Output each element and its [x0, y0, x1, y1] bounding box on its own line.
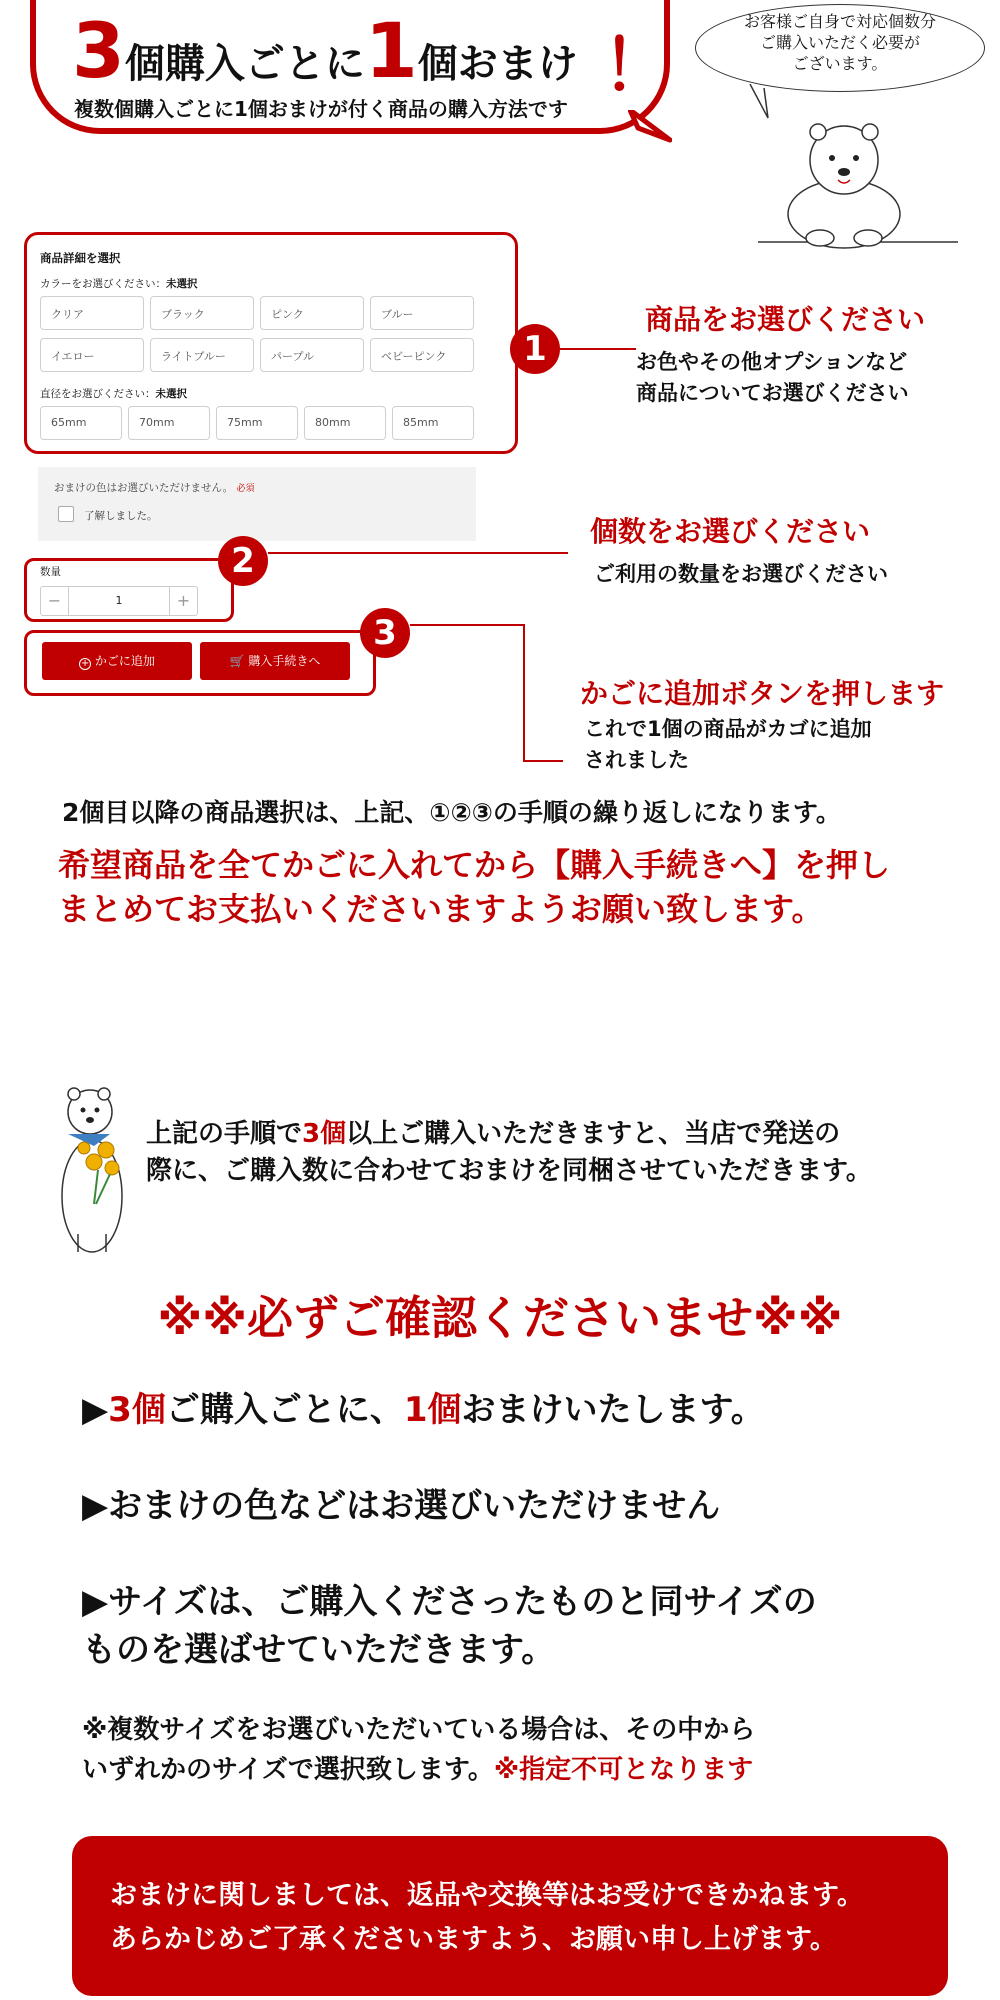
agree-checkbox-label[interactable]: 了解しました。 — [84, 510, 158, 522]
quantity-input[interactable]: 1 — [115, 594, 123, 607]
step-2-connector — [268, 552, 568, 554]
multi-size-note-part-a: いずれかのサイズで選択致します。 — [82, 1755, 494, 1785]
step-1-line-1: お色やその他オプションなど — [636, 350, 908, 374]
add-to-cart-button[interactable] — [42, 642, 192, 680]
bonus-notice-box — [38, 467, 476, 541]
thought-line-2: ご購入いただく必要が — [759, 33, 920, 52]
step-2-title: 個数をお選びください — [590, 515, 871, 548]
polar-bear-icon — [758, 118, 958, 252]
confirm-bullet-2: ▶おまけの色などはお選びいただけません — [82, 1486, 721, 1526]
bullet-1-red-2: 1個 — [403, 1390, 462, 1430]
bubble-tail — [628, 110, 672, 144]
color-option-blue[interactable]: ブルー — [370, 296, 474, 330]
title-number-1: 1 — [364, 6, 418, 95]
step-1-line-2: 商品についてお選びください — [636, 381, 909, 405]
color-label — [40, 276, 198, 291]
color-option-clear[interactable]: クリア — [40, 296, 144, 330]
multi-size-note-red: ※指定不可となります — [493, 1755, 754, 1785]
multi-size-note-line-2 — [82, 1750, 755, 1790]
bonus-notice-text — [54, 480, 255, 495]
bonus-desc-red: 3個 — [302, 1119, 347, 1149]
bullet-3-line-1: ▶サイズは、ご購入くださったものと同サイズの — [82, 1582, 817, 1622]
product-panel-title: 商品詳細を選択 — [40, 251, 121, 265]
multi-size-note — [82, 1710, 755, 1790]
payment-notice-line-2: まとめてお支払いくださいますようお願い致します。 — [58, 890, 824, 928]
title-text-2: 個おまけ — [417, 41, 578, 87]
payment-notice — [58, 843, 890, 931]
page-title — [72, 6, 578, 95]
color-option-black[interactable]: ブラック — [150, 296, 254, 330]
thought-line-1: お客様ご自身で対応個数分 — [743, 12, 936, 31]
exclamation-mark: ！ — [602, 25, 672, 107]
repeat-note: 2個目以降の商品選択は、上記、①②③の手順の繰り返しになります。 — [62, 798, 841, 827]
quantity-label: 数量 — [40, 566, 61, 578]
confirm-bullet-1 — [82, 1386, 765, 1434]
quantity-stepper — [40, 586, 198, 616]
step-3-connector-h — [410, 624, 525, 626]
bullet-1-end: おまけいたします。 — [461, 1390, 765, 1430]
step-2-circle: 2 — [218, 536, 268, 586]
confirm-bullet-3 — [82, 1578, 817, 1674]
size-option-80[interactable]: 80mm — [304, 406, 386, 440]
add-to-cart-label: かごに追加 — [94, 654, 155, 668]
cart-icon: 🛒 — [229, 654, 245, 668]
return-policy-line-2: あらかじめご了承くださいますよう、お願い申し上げます。 — [110, 1924, 837, 1955]
step-3-line-2: されました — [584, 748, 689, 772]
bear-with-flowers-icon — [54, 1084, 134, 1260]
thought-line-3: ございます。 — [792, 54, 888, 73]
size-label — [40, 386, 187, 401]
bonus-description-line-1 — [146, 1116, 872, 1153]
step-3-line-1: これで1個の商品がカゴに追加 — [584, 717, 872, 741]
bullet-3-line-2: ものを選ばせていただきます。 — [82, 1630, 556, 1670]
color-option-light-blue[interactable]: ライトブルー — [150, 338, 254, 372]
quantity-minus-button[interactable]: − — [41, 587, 69, 615]
bonus-desc-part-a: 上記の手順で — [146, 1119, 303, 1149]
bullet-1-arrow: ▶ — [82, 1390, 109, 1430]
color-option-pink[interactable]: ピンク — [260, 296, 364, 330]
checkout-label: 購入手続きへ — [248, 654, 321, 668]
bonus-desc-part-b: 以上ご購入いただきますと、当店で発送の — [346, 1119, 841, 1149]
page-subtitle: 複数個購入ごとに1個おまけが付く商品の購入方法です — [74, 97, 568, 121]
size-status: 未選択 — [155, 388, 187, 400]
size-option-75[interactable]: 75mm — [216, 406, 298, 440]
bonus-notice-message: おまけの色はお選びいただけません。 — [54, 482, 234, 494]
bonus-description-line-2: 際に、ご購入数に合わせておまけを同梱させていただきます。 — [146, 1156, 872, 1186]
size-option-70[interactable]: 70mm — [128, 406, 210, 440]
bullet-1-mid: ご購入ごとに、 — [165, 1390, 404, 1430]
return-policy-line-1: おまけに関しましては、返品や交換等はお受けできかねます。 — [110, 1880, 864, 1911]
title-text-1: 個購入ごとに — [124, 41, 365, 87]
checkout-button[interactable] — [200, 642, 350, 680]
confirm-heading: ※※必ずご確認くださいませ※※ — [157, 1291, 843, 1345]
payment-notice-line-1: 希望商品を全てかごに入れてから【購入手続きへ】を押し — [58, 846, 891, 884]
color-option-yellow[interactable]: イエロー — [40, 338, 144, 372]
color-option-baby-pink[interactable]: ベビーピンク — [370, 338, 474, 372]
step-3-connector-end — [523, 760, 563, 762]
step-3-connector-v — [523, 624, 525, 762]
bonus-description — [146, 1116, 872, 1190]
return-policy-notice — [72, 1836, 948, 1996]
color-status: 未選択 — [166, 278, 198, 290]
bullet-1-red-1: 3個 — [108, 1390, 166, 1430]
step-1-title: 商品をお選びください — [645, 303, 926, 336]
agree-checkbox[interactable] — [58, 506, 74, 522]
step-2-line-1: ご利用の数量をお選びください — [594, 562, 888, 586]
color-label-text: カラーをお選びください： — [40, 278, 166, 290]
plus-circle-icon: + — [80, 658, 90, 669]
thought-bubble — [695, 4, 985, 92]
step-3-circle: 3 — [360, 608, 410, 658]
quantity-plus-button[interactable]: + — [169, 587, 197, 615]
size-option-65[interactable]: 65mm — [40, 406, 122, 440]
size-option-85[interactable]: 85mm — [392, 406, 474, 440]
required-badge: 必須 — [236, 484, 255, 494]
step-1-circle: 1 — [510, 324, 560, 374]
multi-size-note-line-1: ※複数サイズをお選びいただいている場合は、その中から — [82, 1715, 756, 1745]
size-label-text: 直径をお選びください： — [40, 388, 156, 400]
step-3-title: かごに追加ボタンを押します — [580, 677, 945, 710]
step-1-connector — [560, 348, 636, 350]
color-option-purple[interactable]: パープル — [260, 338, 364, 372]
title-number-3: 3 — [72, 6, 125, 95]
